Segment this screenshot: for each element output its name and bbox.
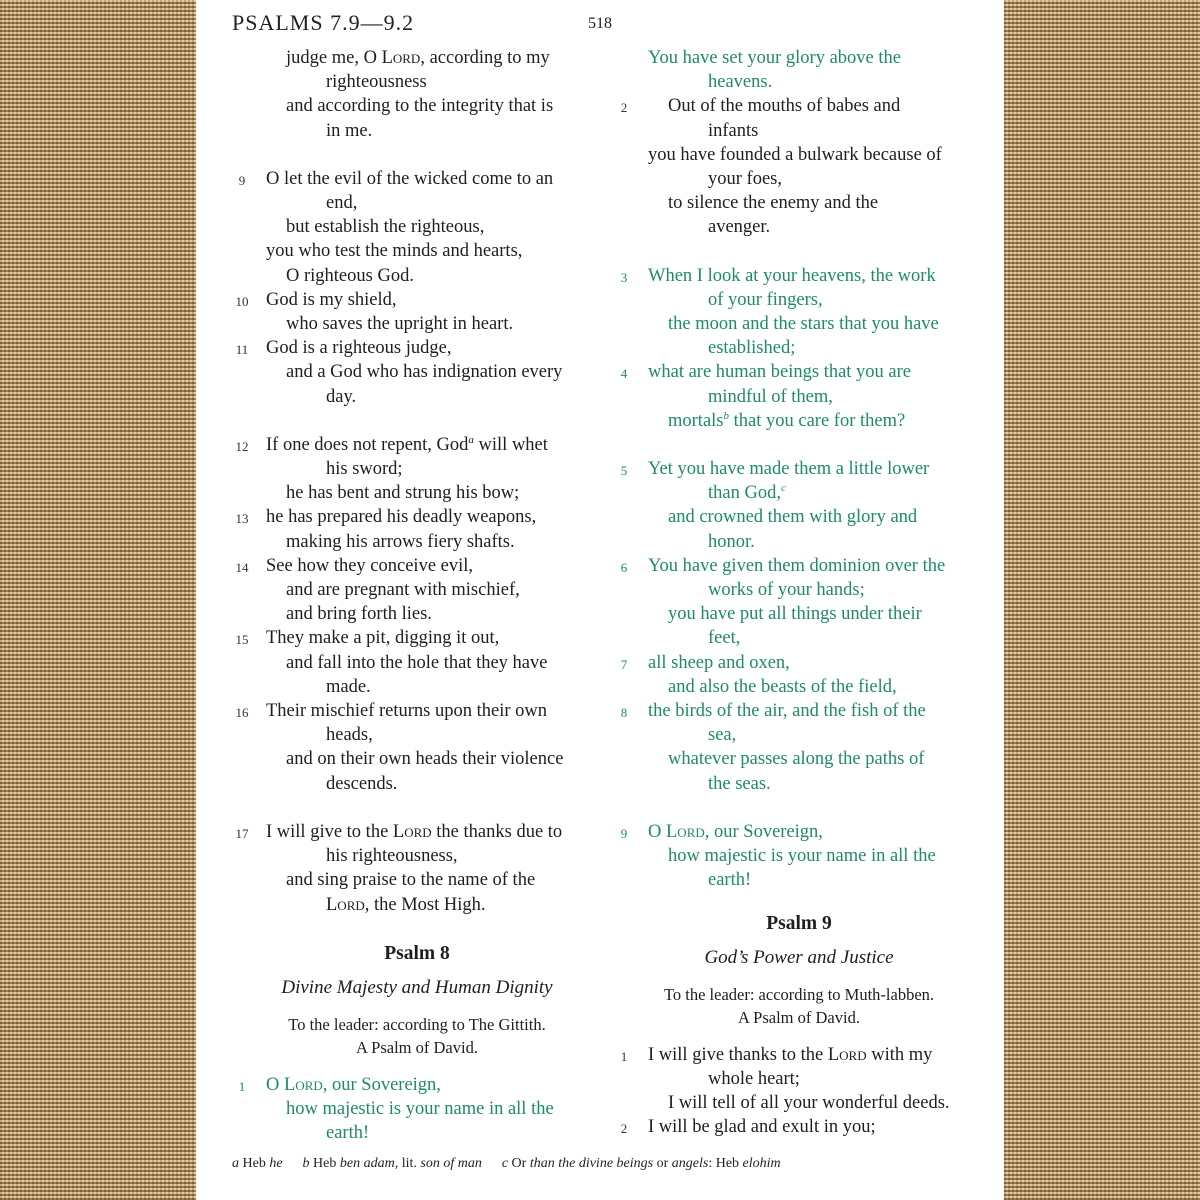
stanza-break bbox=[614, 240, 984, 264]
verse-line bbox=[232, 578, 602, 602]
verse-text: I will tell of all your wonderful deeds. bbox=[668, 1092, 950, 1113]
verse-line bbox=[614, 336, 984, 360]
stanza-break bbox=[232, 409, 602, 433]
lord-smallcaps: Lord bbox=[284, 1074, 323, 1095]
verse-line bbox=[614, 119, 984, 143]
footnote bbox=[502, 1156, 781, 1171]
psalm-8-title: Psalm 8 bbox=[384, 942, 450, 964]
verse-line bbox=[232, 385, 602, 409]
verse-line bbox=[232, 505, 602, 529]
verse-line bbox=[614, 385, 984, 409]
verse-text: See how they conceive evil, bbox=[266, 555, 474, 576]
verse-text: avenger. bbox=[708, 217, 771, 238]
verse-text: the birds of the air, and the fish of the bbox=[648, 701, 926, 722]
verse-text: and according to the integrity that is bbox=[286, 96, 554, 117]
verse-line bbox=[232, 264, 602, 288]
footnote-text: , lit. bbox=[394, 1156, 421, 1171]
verse-line bbox=[232, 360, 602, 384]
verse-line bbox=[614, 167, 984, 191]
verse-line bbox=[614, 191, 984, 215]
verse-text: and on their own heads their violence bbox=[286, 749, 564, 770]
verse-line bbox=[232, 699, 602, 723]
stanza-break bbox=[232, 796, 602, 820]
verse-line bbox=[614, 409, 984, 433]
verse-number: 10 bbox=[235, 293, 249, 309]
verse-text: feet, bbox=[708, 628, 741, 649]
verse-line bbox=[614, 1067, 984, 1091]
verse-text: and a God who has indignation every bbox=[286, 362, 563, 383]
footnote-text: he bbox=[269, 1156, 283, 1171]
footnote-text: son of man bbox=[420, 1156, 482, 1171]
footnote-text: a bbox=[232, 1156, 239, 1171]
verse-line bbox=[232, 167, 602, 191]
verse-text: he has bent and strung his bow; bbox=[286, 483, 520, 504]
verse-line bbox=[232, 651, 602, 675]
verse-line bbox=[232, 457, 602, 481]
verse-line bbox=[614, 143, 984, 167]
lord-smallcaps: Lord bbox=[392, 821, 432, 842]
verse-text: you who test the minds and hearts, bbox=[266, 241, 523, 262]
verse-text: and sing praise to the name of the bbox=[286, 870, 536, 891]
verse-line bbox=[614, 868, 984, 892]
verse-text: works of your hands; bbox=[708, 580, 865, 601]
verse-text: of your fingers, bbox=[708, 289, 823, 310]
verse-number: 2 bbox=[620, 100, 628, 116]
verse-line bbox=[614, 530, 984, 554]
verse-text: your foes, bbox=[708, 169, 782, 190]
footnote-text: Heb bbox=[309, 1156, 340, 1171]
superscription-line: To the leader: according to Muth-labben. bbox=[663, 984, 935, 1004]
page-number: 518 bbox=[588, 15, 612, 32]
verse-line bbox=[232, 675, 602, 699]
verse-text: sea, bbox=[708, 725, 737, 746]
footnote bbox=[232, 1156, 283, 1171]
verse-text: O righteous God. bbox=[286, 265, 414, 286]
stanza-break bbox=[614, 796, 984, 820]
verse-text: how majestic is your name in all the bbox=[286, 1098, 554, 1119]
verse-text: you have founded a bulwark because of bbox=[648, 144, 942, 165]
verse-line bbox=[232, 1097, 602, 1121]
verse-text: heavens. bbox=[708, 72, 773, 93]
verse-line bbox=[614, 723, 984, 747]
psalm-8-continued-text bbox=[614, 46, 984, 893]
verse-line bbox=[614, 481, 984, 505]
verse-text: with my bbox=[866, 1044, 933, 1065]
verse-line bbox=[614, 70, 984, 94]
verse-line bbox=[232, 312, 602, 336]
verse-text: descends. bbox=[326, 773, 398, 794]
footnote-text: b bbox=[302, 1156, 310, 1171]
verse-text: Yet you have made them a little lower bbox=[648, 459, 930, 480]
verse-line bbox=[232, 191, 602, 215]
verse-text: O bbox=[266, 1074, 284, 1095]
verse-number: 8 bbox=[620, 705, 628, 721]
verse-line bbox=[232, 239, 602, 263]
verse-number: 1 bbox=[620, 1048, 628, 1064]
verse-line bbox=[232, 1073, 602, 1097]
psalm-9-text bbox=[614, 1043, 984, 1140]
verse-number: 11 bbox=[235, 342, 249, 358]
verse-text: whole heart; bbox=[708, 1068, 800, 1089]
verse-text: mortals bbox=[668, 410, 724, 431]
verse-line bbox=[232, 46, 602, 70]
verse-text: and also the beasts of the field, bbox=[668, 676, 897, 697]
verse-text: his righteousness, bbox=[326, 846, 458, 867]
verse-line bbox=[232, 868, 602, 892]
verse-line bbox=[614, 505, 984, 529]
verse-line bbox=[614, 772, 984, 796]
verse-number: 7 bbox=[620, 656, 628, 672]
verse-line bbox=[232, 433, 602, 457]
verse-number: 4 bbox=[620, 366, 628, 382]
verse-text: , our Sovereign, bbox=[322, 1074, 441, 1095]
verse-text: I will give thanks to the bbox=[648, 1044, 828, 1065]
verse-text: making his arrows fiery shafts. bbox=[286, 531, 515, 552]
verse-line bbox=[232, 530, 602, 554]
verse-text: When I look at your heavens, the work bbox=[648, 265, 936, 286]
verse-text: the thanks due to bbox=[431, 821, 563, 842]
verse-text: that you care for them? bbox=[729, 410, 906, 431]
verse-line bbox=[614, 602, 984, 626]
verse-number: 2 bbox=[620, 1121, 628, 1137]
verse-line bbox=[232, 747, 602, 771]
psalm-8-subtitle: Divine Majesty and Human Dignity bbox=[281, 976, 553, 998]
footnote-text: Or bbox=[508, 1156, 530, 1171]
verse-text: earth! bbox=[326, 1123, 370, 1144]
verse-line bbox=[232, 723, 602, 747]
verse-line bbox=[232, 602, 602, 626]
verse-text: all sheep and oxen, bbox=[648, 652, 790, 673]
verse-line bbox=[232, 119, 602, 143]
verse-number: 9 bbox=[620, 825, 628, 841]
verse-number: 6 bbox=[620, 559, 628, 575]
verse-line bbox=[614, 699, 984, 723]
verse-line bbox=[614, 1043, 984, 1067]
verse-text: , our Sovereign, bbox=[704, 821, 823, 842]
verse-text: day. bbox=[326, 386, 357, 407]
lord-smallcaps: Lord bbox=[381, 48, 421, 68]
verse-line bbox=[614, 1115, 984, 1139]
footnote-text: angels bbox=[671, 1156, 709, 1171]
verse-text: O bbox=[648, 821, 666, 842]
verse-text: whatever passes along the paths of bbox=[668, 749, 925, 770]
verse-text: O let the evil of the wicked come to an bbox=[266, 168, 554, 189]
verse-line bbox=[614, 651, 984, 675]
verse-number: 9 bbox=[238, 172, 246, 188]
verse-line bbox=[614, 360, 984, 384]
verse-text: will whet bbox=[473, 434, 548, 455]
stanza-break bbox=[232, 143, 602, 167]
left-column bbox=[232, 46, 602, 1145]
footnote-marker[interactable]: a bbox=[468, 433, 474, 446]
verse-text: end, bbox=[326, 193, 358, 214]
psalm-9-subtitle: God’s Power and Justice bbox=[704, 946, 894, 968]
verse-text: the seas. bbox=[708, 773, 771, 794]
footnote-text: than the divine beings bbox=[529, 1156, 654, 1171]
verse-number: 1 bbox=[238, 1078, 246, 1094]
footnote-text: c bbox=[501, 1156, 509, 1171]
right-column bbox=[614, 46, 984, 1139]
verse-number: 15 bbox=[235, 632, 249, 648]
verse-text: I will be glad and exult in you; bbox=[648, 1117, 876, 1138]
psalm-7-text bbox=[232, 46, 602, 917]
verse-line bbox=[614, 46, 984, 70]
verse-text: honor. bbox=[708, 531, 755, 552]
verse-line bbox=[232, 288, 602, 312]
verse-line bbox=[232, 1121, 602, 1145]
verse-text: and crowned them with glory and bbox=[668, 507, 918, 528]
running-head: PSALMS 7.9—9.2 bbox=[232, 10, 415, 35]
verse-text: infants bbox=[708, 120, 759, 141]
verse-number: 16 bbox=[235, 705, 249, 721]
footnote-marker[interactable]: c bbox=[780, 482, 786, 495]
verse-number: 13 bbox=[235, 511, 249, 527]
verse-text: he has prepared his deadly weapons, bbox=[266, 507, 537, 528]
footnote-text: : Heb bbox=[708, 1156, 743, 1171]
lord-smallcaps: Lord bbox=[326, 894, 365, 915]
verse-text: righteousness bbox=[326, 72, 427, 93]
verse-text: judge me, O bbox=[286, 48, 382, 68]
verse-line bbox=[232, 844, 602, 868]
book-page bbox=[196, 0, 1004, 1200]
footnote-text: Heb bbox=[239, 1156, 270, 1171]
verse-text: established; bbox=[708, 338, 796, 359]
footnote-text: or bbox=[653, 1156, 672, 1171]
footnotes bbox=[232, 1156, 801, 1172]
verse-line bbox=[614, 215, 984, 239]
verse-number: 17 bbox=[235, 825, 249, 841]
verse-text: Out of the mouths of babes and bbox=[668, 96, 901, 117]
verse-number: 12 bbox=[235, 438, 249, 454]
verse-line bbox=[232, 481, 602, 505]
verse-text: I will give to the bbox=[266, 821, 393, 842]
verse-line bbox=[232, 554, 602, 578]
verse-text: earth! bbox=[708, 870, 752, 891]
verse-line bbox=[232, 215, 602, 239]
verse-text: and bring forth lies. bbox=[286, 604, 432, 625]
verse-text: , the Most High. bbox=[364, 894, 486, 915]
verse-text: how majestic is your name in all the bbox=[668, 846, 936, 867]
verse-line bbox=[614, 457, 984, 481]
verse-text: but establish the righteous, bbox=[286, 217, 485, 238]
stanza-break bbox=[614, 433, 984, 457]
psalm-9-title: Psalm 9 bbox=[766, 912, 832, 934]
verse-line bbox=[614, 675, 984, 699]
verse-number: 3 bbox=[620, 269, 628, 285]
footnote-text: ben adam bbox=[339, 1156, 395, 1171]
verse-line bbox=[232, 626, 602, 650]
psalm-8-text bbox=[232, 1073, 602, 1146]
verse-line bbox=[614, 820, 984, 844]
verse-line bbox=[232, 336, 602, 360]
superscription-line: A Psalm of David. bbox=[356, 1037, 478, 1057]
verse-line bbox=[614, 747, 984, 771]
verse-text: God is a righteous judge, bbox=[266, 338, 452, 359]
verse-line bbox=[614, 844, 984, 868]
footnote-marker[interactable]: b bbox=[723, 409, 729, 422]
verse-line bbox=[614, 312, 984, 336]
verse-line bbox=[614, 578, 984, 602]
superscription-line: To the leader: according to The Gittith. bbox=[288, 1014, 546, 1034]
psalm-9-superscription bbox=[614, 983, 984, 1029]
verse-line bbox=[614, 288, 984, 312]
verse-text: mindful of them, bbox=[708, 386, 833, 407]
verse-line bbox=[232, 893, 602, 917]
verse-line bbox=[232, 94, 602, 118]
verse-line bbox=[232, 70, 602, 94]
verse-text: and fall into the hole that they have bbox=[286, 652, 548, 673]
verse-text: God is my shield, bbox=[266, 289, 397, 310]
verse-number: 14 bbox=[235, 559, 249, 575]
verse-number: 5 bbox=[620, 463, 628, 479]
verse-text: you have put all things under their bbox=[668, 604, 922, 625]
lord-smallcaps: Lord bbox=[827, 1044, 867, 1065]
superscription-line: A Psalm of David. bbox=[738, 1007, 860, 1027]
verse-line bbox=[614, 1091, 984, 1115]
verse-text: the moon and the stars that you have bbox=[668, 314, 939, 335]
verse-line bbox=[232, 772, 602, 796]
verse-line bbox=[614, 264, 984, 288]
footnote bbox=[303, 1156, 482, 1171]
verse-text: his sword; bbox=[326, 459, 403, 480]
verse-line bbox=[232, 820, 602, 844]
verse-text: They make a pit, digging it out, bbox=[266, 628, 500, 649]
verse-text: than God, bbox=[708, 483, 781, 504]
verse-line bbox=[614, 554, 984, 578]
footnote-text: elohim bbox=[742, 1156, 781, 1171]
verse-text: what are human beings that you are bbox=[648, 362, 912, 383]
verse-text: heads, bbox=[326, 725, 373, 746]
verse-line bbox=[614, 626, 984, 650]
verse-text: and are pregnant with mischief, bbox=[286, 580, 520, 601]
verse-text: made. bbox=[326, 676, 371, 697]
verse-text: , according to my bbox=[420, 48, 550, 68]
verse-text: If one does not repent, God bbox=[266, 434, 469, 455]
verse-text: Their mischief returns upon their own bbox=[266, 701, 548, 722]
verse-text: who saves the upright in heart. bbox=[286, 314, 514, 335]
verse-line bbox=[614, 94, 984, 118]
verse-text: You have set your glory above the bbox=[648, 48, 901, 68]
verse-text: in me. bbox=[326, 120, 373, 141]
verse-text: to silence the enemy and the bbox=[668, 193, 879, 214]
psalm-8-superscription bbox=[232, 1013, 602, 1059]
lord-smallcaps: Lord bbox=[666, 821, 705, 842]
verse-text: You have given them dominion over the bbox=[648, 555, 946, 576]
